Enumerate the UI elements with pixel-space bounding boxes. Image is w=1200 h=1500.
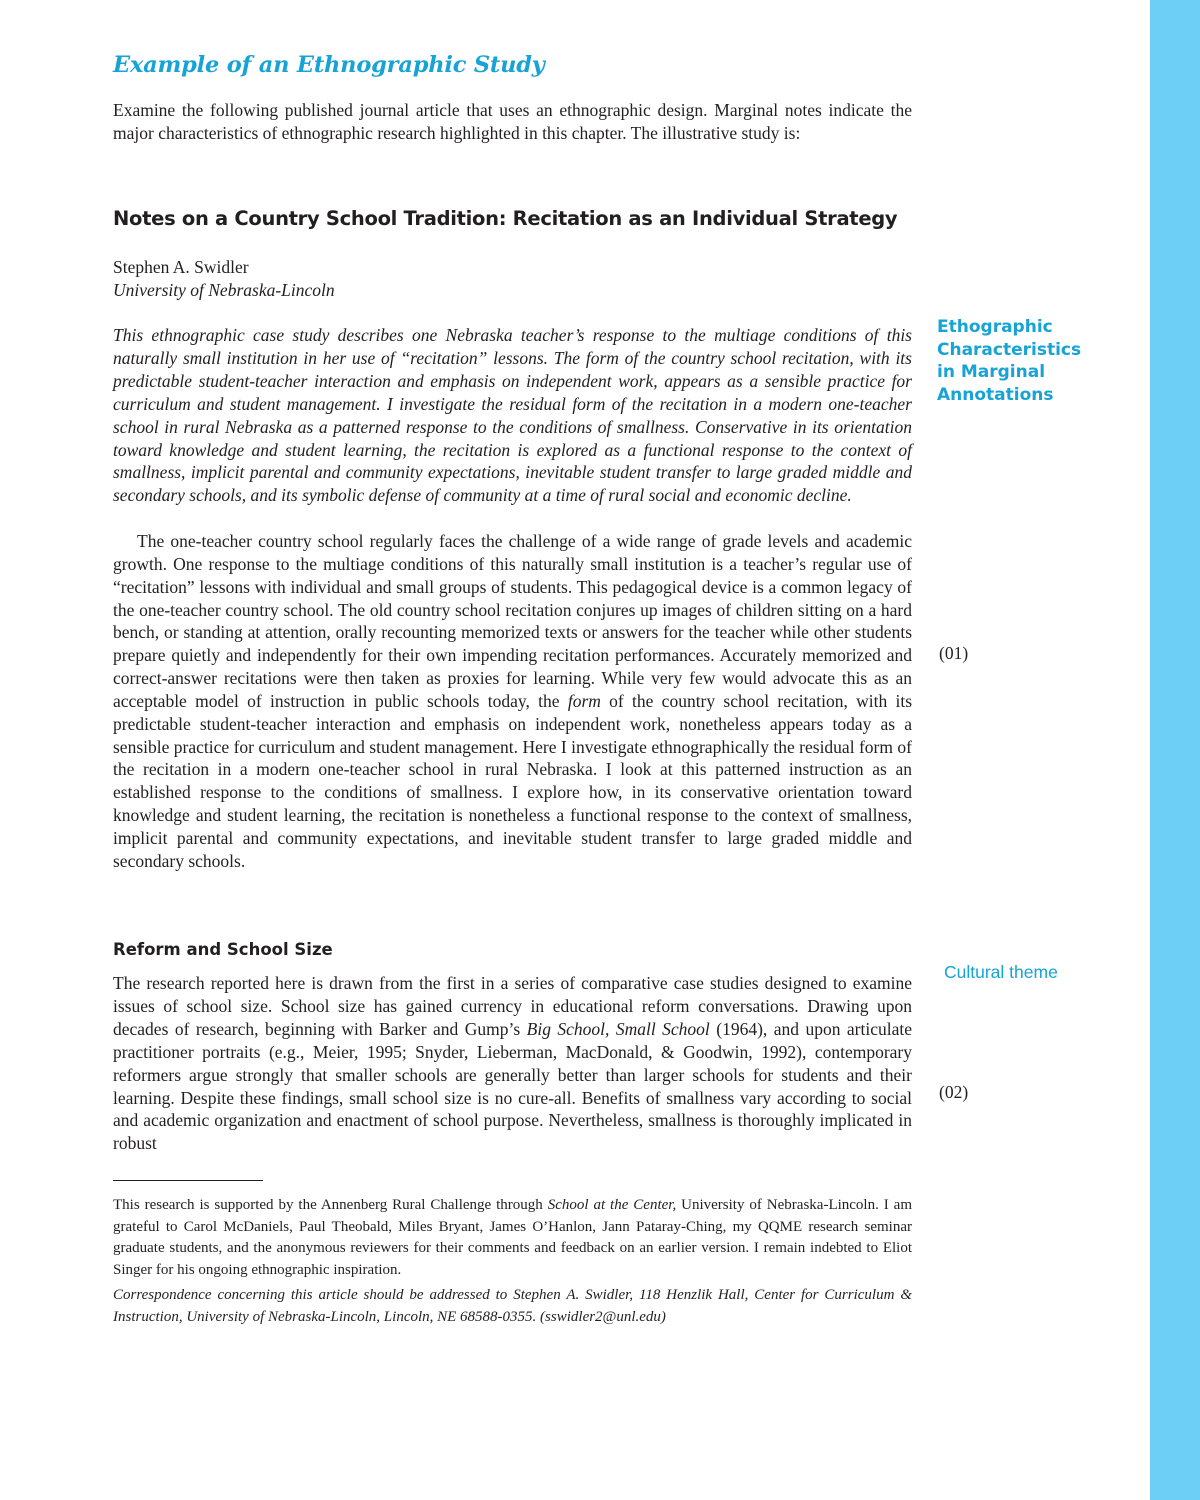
footnote-part-b: University of Nebraska-Lincoln. I am grateful to Carol McDaniels, Paul Theobald, Miles Bryant, James O’Hanlon, Jann Pataray-Ching, my QQME research seminar graduate students, and the anonymous reviewers for their comments and feedback on an earlier version. I remain indebted to Eliot Singer for his ongoing ethnographic inspiration.: [113, 1197, 913, 1278]
margin-heading-line: Characteristics: [937, 339, 1082, 360]
article-title: Notes on a Country School Tradition: Recitation as an Individual Strategy: [113, 207, 898, 230]
margin-heading-line: in Marginal: [937, 362, 1046, 383]
body-paragraph-2-part-b: (1964), and upon articulate practitioner portraits (e.g., Meier, 1995; Snyder, Lieberman, MacDonald, & Goodwin, 1992), contemporary reformers argue strongly that smaller schools are generally better than larger schools for students and their learning. Despite these findings, small school size is no cure-all. Benefits of smallness vary according to social and academic organization and enactment of school purpose. Nevertheless, smallness is thoroughly implicated in robust: [113, 1018, 912, 1154]
section-title: Example of an Ethnographic Study: [113, 52, 545, 78]
body-paragraph-2-emphasis: Big School, Small School: [526, 1018, 710, 1039]
right-color-band: [1150, 0, 1200, 1500]
margin-annotation-cultural-theme: Cultural theme: [944, 962, 1058, 982]
margin-heading-line: Ethographic: [937, 317, 1053, 337]
author-affiliation: University of Nebraska-Lincoln: [113, 280, 335, 300]
margin-annotation-number: (02): [939, 1082, 969, 1102]
intro-paragraph: Examine the following published journal article that uses an ethnographic design. Marginal notes indicate the major characteristics of ethnographic research highlighted in this chapter. The illustrative study is:: [113, 100, 912, 143]
author-name: Stephen A. Swidler: [113, 257, 249, 277]
body-paragraph-1-emphasis: form: [567, 690, 601, 711]
footnote-part-a: This research is supported by the Annenberg Rural Challenge through: [113, 1197, 543, 1213]
body-paragraph-2: [113, 972, 912, 1155]
footnote-divider: [113, 1180, 263, 1181]
subheading-reform: Reform and School Size: [113, 940, 333, 959]
margin-annotation-number: (01): [939, 643, 969, 663]
body-paragraph-1-part-a: The one-teacher country school regularly faces the challenge of a wide range of grade levels and academic growth. One response to the multiage conditions of this naturally small institution is a teacher’s regular use of “recitation” lessons with individual and small groups of students. This pedagogical device is a common legacy of the one-teacher country school. The old country school recitation conjures up images of children sitting on a hard bench, or standing at attention, orally recounting memorized texts or answers for the teacher while other students prepare quietly and independently for their own impending recitation performances. Accurately memorized and correct-answer recitations were then taken as proxies for learning. While very few would advocate this as an acceptable model of instruction in public schools today, the: [113, 531, 912, 711]
footnote-correspondence: Correspondence concerning this article should be addressed to Stephen A. Swidler, 118 Henzlik Hall, Center for Curriculum & Instruction, University of Nebraska-Lincoln, Lincoln, NE 68588-0355. (sswidler2@unl.edu): [113, 1287, 912, 1325]
body-paragraph-1-part-b: of the country school recitation, with its predictable student-teacher interaction and emphasis on independent work, nonetheless appears today as a sensible practice for curriculum and student management. Here I investigate ethnographically the residual form of the recitation in a modern one-teacher school in rural Nebraska. I look at this patterned instruction as an established response to the conditions of smallness. I explore how, in its conservative orientation toward knowledge and student learning, the recitation is nonetheless a functional response to the context of smallness, implicit parental and community expectations, and inevitable student transfer to large graded middle and secondary schools.: [113, 690, 913, 871]
margin-annotations-heading: [937, 316, 1137, 407]
body-paragraph-2-part-a: The research reported here is drawn from the first in a series of comparative case studies designed to examine issues of school size. School size has gained currency in educational reform conversations. Drawing upon decades of research, beginning with Barker and Gump’s: [113, 973, 912, 1039]
footnote-acknowledgment: [113, 1195, 912, 1281]
footnote-emphasis: School at the Center,: [547, 1197, 677, 1213]
margin-heading-line: Annotations: [937, 385, 1054, 406]
abstract: This ethnographic case study describes one Nebraska teacher’s response to the multiage conditions of this naturally small institution in her use of “recitation” lessons. The form of the country school recitation, with its predictable student-teacher interaction and emphasis on independent work, appears as a sensible practice for curriculum and student management. I investigate the residual form of the recitation in a modern one-teacher school in rural Nebraska as a patterned response to the conditions of smallness. Conservative in its orientation toward knowledge and student learning, the recitation is explored as a functional response to the context of smallness, implicit parental and community expectations, inevitable student transfer to large graded middle and secondary schools, and its symbolic defense of community at a time of rural social and economic decline.: [113, 325, 912, 506]
body-paragraph-1: [113, 530, 912, 873]
